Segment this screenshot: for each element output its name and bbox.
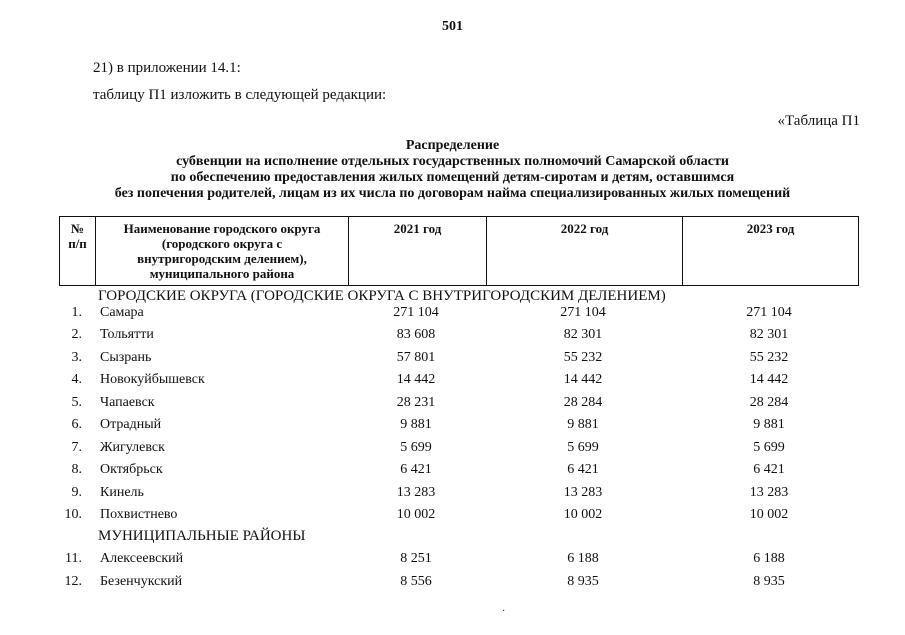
row-value-2021: 13 283: [396, 485, 436, 500]
table-row: [59, 462, 859, 484]
row-value-2021: 57 801: [396, 350, 436, 365]
table-row: [59, 440, 859, 462]
row-value-2021: 271 104: [393, 305, 439, 320]
row-name: Отрадный: [100, 417, 162, 432]
table-row: [59, 395, 859, 417]
row-value-2022: 55 232: [563, 350, 603, 365]
header-number-column: [60, 217, 95, 285]
row-name: Кинель: [100, 485, 144, 500]
row-value-2021: 10 002: [396, 507, 436, 522]
row-value-2023: 14 442: [749, 372, 789, 387]
row-value-2022: 10 002: [563, 507, 603, 522]
row-number: 3.: [71, 350, 82, 365]
row-value-2021: 9 881: [400, 417, 432, 432]
row-value-2023: 55 232: [749, 350, 789, 365]
header-year-2022: 2022 год: [486, 217, 682, 285]
row-value-2023: 6 421: [753, 462, 785, 477]
row-number: 8.: [71, 462, 82, 477]
row-number: 10.: [64, 507, 82, 522]
row-value-2022: 9 881: [567, 417, 599, 432]
table-row: [59, 350, 859, 372]
row-value-2022: 14 442: [563, 372, 603, 387]
header-name-column: [95, 217, 348, 285]
title-line-1: Распределение: [405, 138, 500, 153]
row-value-2022: 28 284: [563, 395, 603, 410]
table-row: [59, 417, 859, 439]
header-name-line-2: (городского округа с: [161, 236, 283, 251]
row-value-2023: 5 699: [753, 440, 785, 455]
table-row: [59, 551, 859, 573]
title-line-2: субвенции на исполнение отдельных государственных полномочий Самарской области: [176, 154, 729, 169]
row-value-2023: 8 935: [753, 574, 785, 589]
table-row: [59, 305, 859, 327]
section-title-city-districts: ГОРОДСКИЕ ОКРУГА (ГОРОДСКИЕ ОКРУГА С ВНУТРИГОРОДСКИМ ДЕЛЕНИЕМ): [98, 288, 666, 304]
row-value-2022: 5 699: [567, 440, 599, 455]
table-row: [59, 574, 859, 596]
row-value-2023: 82 301: [749, 327, 789, 342]
table-reference: «Таблица П1: [777, 113, 860, 129]
row-name: Алексеевский: [100, 551, 184, 566]
title-line-3: по обеспечению предоставления жилых помещений детям-сиротам и детям, оставшимся: [170, 170, 735, 185]
title-line-4: без попечения родителей, лицам из их числа по договорам найма специализированных жилых помещений: [114, 186, 791, 201]
row-number: 12.: [64, 574, 82, 589]
header-name-line-1: Наименование городского округа: [123, 221, 321, 236]
header-number-line-2: п/п: [68, 236, 87, 251]
row-value-2023: 9 881: [753, 417, 785, 432]
row-name: Октябрьск: [100, 462, 163, 477]
row-number: 9.: [71, 485, 82, 500]
row-number: 6.: [71, 417, 82, 432]
header-year-2021: 2021 год: [348, 217, 486, 285]
row-name: Новокуйбышевск: [100, 372, 205, 387]
table-title: [0, 138, 905, 202]
row-number: 4.: [71, 372, 82, 387]
row-number: 7.: [71, 440, 82, 455]
intro-text-line-2: таблицу П1 изложить в следующей редакции:: [93, 87, 387, 103]
row-name: Безенчукский: [100, 574, 183, 589]
row-name: Тольятти: [100, 327, 154, 342]
table-row: [59, 327, 859, 349]
header-name-line-3: внутригородским делением),: [137, 251, 307, 266]
table-header: [59, 216, 859, 286]
row-number: 1.: [71, 305, 82, 320]
row-value-2021: 5 699: [400, 440, 432, 455]
row-value-2021: 8 251: [400, 551, 432, 566]
row-value-2021: 28 231: [396, 395, 436, 410]
row-value-2021: 6 421: [400, 462, 432, 477]
row-value-2022: 8 935: [567, 574, 599, 589]
row-name: Жигулевск: [100, 440, 165, 455]
row-value-2022: 6 188: [567, 551, 599, 566]
row-value-2022: 13 283: [563, 485, 603, 500]
row-value-2022: 6 421: [567, 462, 599, 477]
page-number: 501: [442, 19, 463, 34]
row-value-2023: 10 002: [749, 507, 789, 522]
row-name: Чапаевск: [100, 395, 155, 410]
row-name: Похвистнево: [100, 507, 178, 522]
scan-mark: ·: [502, 606, 506, 617]
row-number: 11.: [65, 551, 82, 566]
row-number: 5.: [71, 395, 82, 410]
intro-text-line-1: 21) в приложении 14.1:: [93, 60, 241, 76]
row-value-2021: 14 442: [396, 372, 436, 387]
table-row: [59, 485, 859, 507]
row-value-2021: 83 608: [396, 327, 436, 342]
row-name: Сызрань: [100, 350, 152, 365]
table-row: [59, 372, 859, 394]
row-number: 2.: [71, 327, 82, 342]
header-number-line-1: №: [70, 221, 85, 236]
header-year-2023: 2023 год: [682, 217, 858, 285]
row-name: Самара: [100, 305, 144, 320]
section-title-municipal-districts: МУНИЦИПАЛЬНЫЕ РАЙОНЫ: [98, 528, 306, 544]
row-value-2021: 8 556: [400, 574, 432, 589]
row-value-2023: 6 188: [753, 551, 785, 566]
row-value-2023: 13 283: [749, 485, 789, 500]
row-value-2023: 28 284: [749, 395, 789, 410]
row-value-2022: 82 301: [563, 327, 603, 342]
table-row: [59, 507, 859, 529]
row-value-2022: 271 104: [560, 305, 606, 320]
header-name-line-4: муниципального района: [149, 266, 295, 281]
row-value-2023: 271 104: [746, 305, 792, 320]
